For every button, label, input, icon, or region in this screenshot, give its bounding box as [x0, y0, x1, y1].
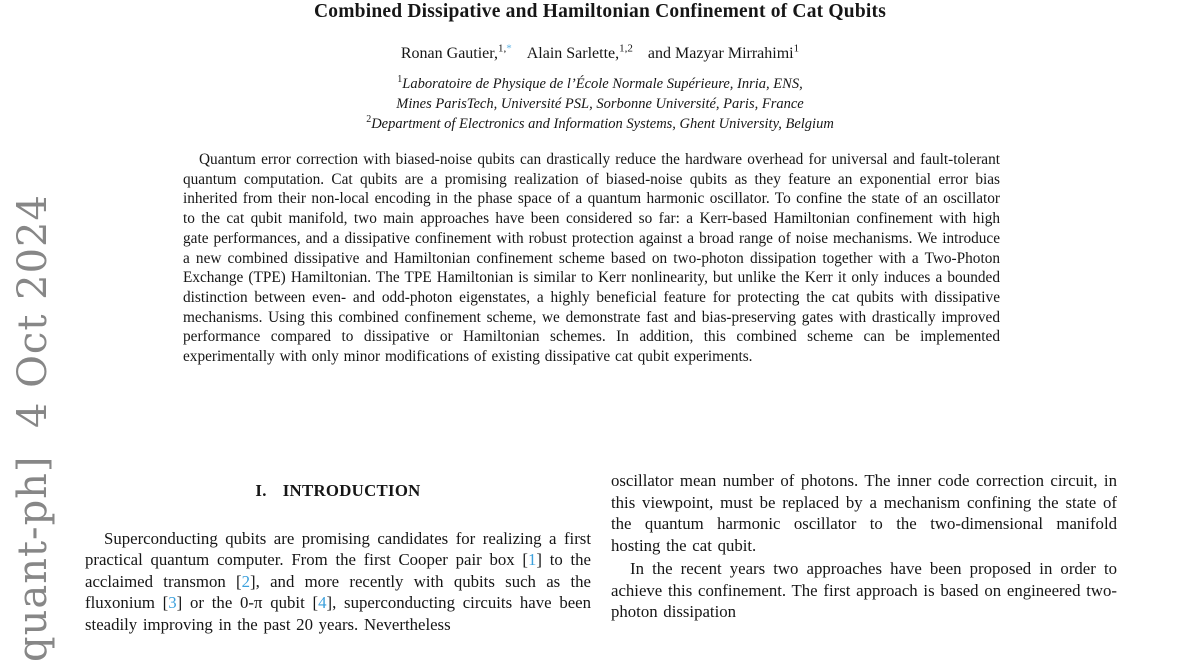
text-run: ], and more recently with qubits such as the fluxonium [	[85, 571, 591, 612]
citation-link[interactable]: 4	[318, 593, 327, 612]
author-affil-sup: 1	[793, 42, 800, 55]
author-name: Alain Sarlette,	[526, 45, 620, 62]
citation-link[interactable]: 2	[241, 571, 251, 591]
affiliation-text: Department of Electronics and Information Systems, Ghent University, Belgium	[371, 116, 834, 132]
section-heading	[85, 480, 591, 502]
paper-title: Combined Dissipative and Hamiltonian Confinement of Cat Qubits	[313, 1, 886, 22]
affiliation-line	[0, 114, 1200, 134]
text-run: ] to the acclaimed transmon [	[85, 550, 591, 591]
affiliation-text: Mines ParisTech, Université PSL, Sorbonne Université, Paris, France	[396, 96, 804, 112]
author-affil-sup: 1,	[497, 42, 507, 55]
affiliation-block	[0, 74, 1200, 134]
author	[400, 42, 512, 62]
arxiv-watermark: quant-ph] 4 Oct 2024	[10, 194, 56, 662]
author	[647, 42, 800, 62]
text-run: Superconducting qubits are promising candidates for realizing a first practical quantum computer. From the first Cooper pair box [	[85, 528, 591, 569]
paragraph: oscillator mean number of photons. The inner code correction circuit, in this viewpoint, must be replaced by a mechanism confining the state of the quantum harmonic oscillator to the two-dimensional manifold hosting the cat qubit.	[611, 471, 1117, 555]
author-name: Ronan Gautier,	[400, 45, 498, 62]
citation-link[interactable]: 3	[168, 593, 177, 612]
author-affil-sup: 1,2	[619, 42, 633, 55]
author	[526, 42, 633, 62]
intro-paragraph	[85, 528, 591, 636]
affiliation-sup: 2	[366, 114, 372, 126]
affiliation-sup: 1	[397, 74, 403, 86]
column-left	[85, 470, 591, 635]
text-run: ], superconducting circuits have been steadily improving in the past 20 years. Nevertheless	[85, 593, 592, 634]
affiliation-line	[0, 74, 1200, 94]
section-title: INTRODUCTION	[282, 481, 421, 500]
abstract: Quantum error correction with biased-noise qubits can drastically reduce the hardware overhead for universal and fault-tolerant quantum computation. Cat qubits are a promising realization of biased-noise qubits as they feature an exponential error bias inherited from their non-local encoding in the phase space of a quantum harmonic oscillator. To confine the state of an oscillator to the cat qubit manifold, two main approaches have been considered so far: a Kerr-based Hamiltonian confinement with high gate performances, and a dissipative confinement with robust protection against a broad range of noise mechanisms. We introduce a new combined dissipative and Hamiltonian confinement scheme based on two-photon dissipation together with a Two-Photon Exchange (TPE) Hamiltonian. The TPE Hamiltonian is similar to Kerr nonlinearity, but unlike the Kerr it only induces a bounded distinction between even- and odd-photon eigenstates, a highly beneficial feature for protecting the cat qubits with dissipative mechanisms. Using this combined confinement scheme, we demonstrate fast and bias-preserving gates with drastically improved performance compared to dissipative or Hamiltonian schemes. In addition, this combined scheme can be implemented experimentally with only minor modifications of existing dissipative cat qubit experiments.	[183, 151, 1000, 366]
author-line	[0, 42, 1200, 63]
text-run: ] or the 0-π qubit [	[176, 593, 319, 612]
citation-link[interactable]: 1	[527, 550, 537, 569]
affiliation-line	[0, 94, 1200, 114]
author-footnote-link[interactable]: *	[506, 42, 512, 55]
section-number: I.	[255, 481, 267, 500]
affiliation-text: Laboratoire de Physique de l’École Normale Supérieure, Inria, ENS,	[402, 76, 803, 92]
author-name: and Mazyar Mirrahimi	[647, 45, 794, 62]
paragraph: In the recent years two approaches have been proposed in order to achieve this confinement. The first approach is based on engineered two-photon dissipation	[611, 559, 1117, 621]
column-right	[611, 470, 1117, 623]
